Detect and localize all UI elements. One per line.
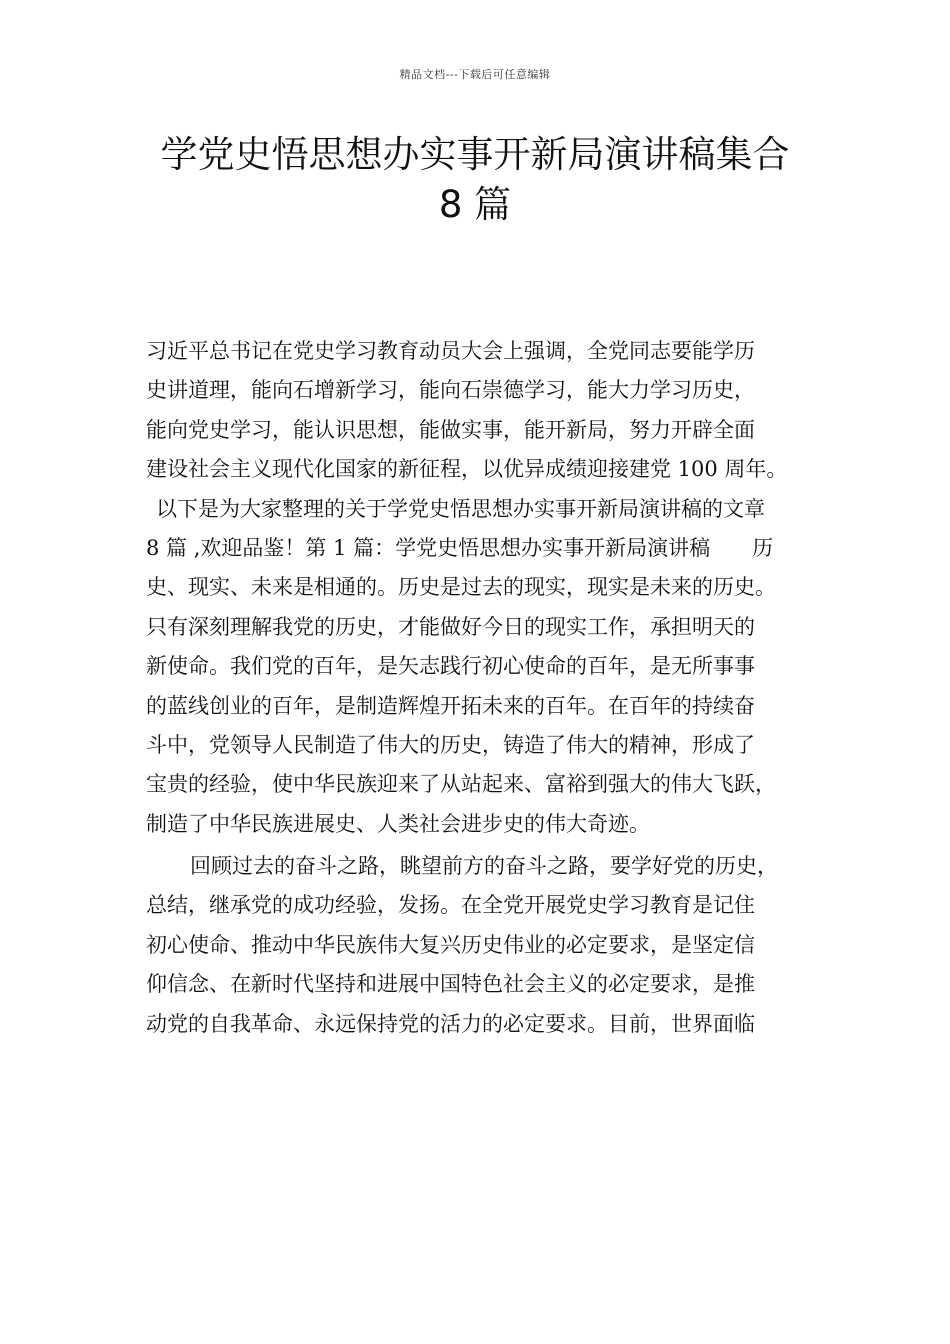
text-line: 只有深刻理解我党的历史，才能做好今日的现实工作，承担明天的 xyxy=(146,614,755,639)
text-line: 能向党史学习，能认识思想，能做实事，能开新局，努力开辟全面 xyxy=(146,417,755,442)
text-line: 仰信念、在新时代坚持和进展中国特色社会主义的必定要求，是推 xyxy=(146,972,755,997)
text-line: 史讲道理，能向石增新学习，能向石崇德学习，能大力学习历史， xyxy=(146,378,755,403)
text-line: 习近平总书记在党史学习教育动员大会上强调，全党同志要能学历 xyxy=(146,339,755,363)
text-line: 初心使命、推动中华民族伟大复兴历史伟业的必定要求，是坚定信 xyxy=(146,932,755,957)
text-line: 史、现实、未来是相通的。历史是过去的现实，现实是未来的历史。 xyxy=(146,575,776,600)
text-line: 回顾过去的奋斗之路，眺望前方的奋斗之路，要学好党的历史， xyxy=(190,854,778,879)
paragraph-2 xyxy=(146,847,826,1044)
text-line: 8 篇 ,欢迎品鉴！第 1 篇：学党史悟思想办实事开新局演讲稿 历 xyxy=(146,535,774,560)
text-line: 总结，继承党的成功经验，发扬。在全党开展党史学习教育是记住 xyxy=(146,893,755,918)
text-line: 动党的自我革命、永远保持党的活力的必定要求。目前，世界面临 xyxy=(146,1011,755,1036)
title-line-1: 学党史悟思想办实事开新局演讲稿集合 xyxy=(160,133,790,176)
text-line: 制造了中华民族进展史、人类社会进步史的伟大奇迹。 xyxy=(146,811,650,836)
document-body xyxy=(146,332,826,1044)
page-header: 精品文档---下载后可任意编辑 xyxy=(399,68,551,81)
title-line-2: 8 篇 xyxy=(438,183,512,226)
text-line: 建设社会主义现代化国家的新征程，以优异成绩迎接建党 100 周年。 xyxy=(146,457,788,482)
text-line: 的蓝线创业的百年，是制造辉煌开拓未来的百年。在百年的持续奋 xyxy=(146,693,755,718)
document-title xyxy=(120,130,830,230)
text-line: 斗中，党领导人民制造了伟大的历史，铸造了伟大的精神，形成了 xyxy=(146,732,755,757)
text-line: 新使命。我们党的百年，是矢志践行初心使命的百年，是无所事事 xyxy=(146,654,755,679)
paragraph-1 xyxy=(146,332,826,844)
text-line: 以下是为大家整理的关于学党史悟思想办实事开新局演讲稿的文章 xyxy=(156,496,765,521)
text-line: 宝贵的经验，使中华民族迎来了从站起来、富裕到强大的伟大飞跃， xyxy=(146,772,776,797)
